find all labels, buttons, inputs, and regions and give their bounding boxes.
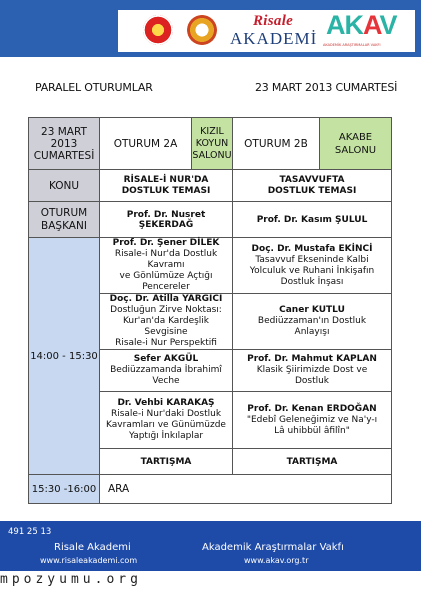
talk-title-line: Bediüzzaman'ın Dostluk xyxy=(257,316,367,326)
hall-b xyxy=(320,118,392,170)
speaker-name: Caner KUTLU xyxy=(279,305,345,315)
talk-title-line: Dostluğun Zirve Noktası: xyxy=(110,305,222,315)
talk-title-line: Pencereler xyxy=(142,282,190,292)
break-time: 15:30 -16:00 xyxy=(29,475,100,504)
footer-right-url[interactable]: www.akav.org.tr xyxy=(244,556,309,565)
topic-b-line: DOSTLUK TEMASI xyxy=(267,185,357,196)
topic-a-line: DOSTLUK TEMASI xyxy=(121,185,211,196)
topic-a-line: RİSALE-İ NUR'DA xyxy=(123,174,209,185)
chair-label xyxy=(29,202,100,238)
hall-a xyxy=(192,118,233,170)
topic-b-line: TASAVVUFTA xyxy=(279,174,345,185)
talk-b-1 xyxy=(233,238,392,294)
chair-a: Prof. Dr. Nusret ŞEKERDAĞ xyxy=(100,202,233,238)
chair-b: Prof. Dr. Kasım ŞULUL xyxy=(233,202,392,238)
akav-logo-subtitle: AKADEMİK ARAŞTIRMALAR VAKFI xyxy=(323,43,381,47)
date-line: CUMARTESİ xyxy=(33,149,95,162)
akademi-logo-text: AKADEMİ xyxy=(230,29,318,48)
talk-title-line: Kur'an'da Kardeşlik Sevgisine xyxy=(122,316,210,337)
akav-logo: AKAV xyxy=(326,10,397,40)
talk-title-line: "Edebî Geleneğimiz ve Na'y-ı xyxy=(246,414,378,425)
talk-b-2 xyxy=(233,294,392,350)
talk-title-line: Dostluk İnşası xyxy=(280,276,344,287)
city-emblem-icon xyxy=(187,15,217,45)
speaker-name: Prof. Dr. Mahmut KAPLAN xyxy=(247,354,377,364)
topic-a xyxy=(100,170,233,202)
date-heading: 23 MART 2013 CUMARTESİ xyxy=(255,81,398,94)
speaker-name: Prof. Dr. Şener DİLEK xyxy=(112,238,220,248)
schedule-table xyxy=(28,117,392,504)
logo-strip xyxy=(118,10,415,52)
phone-number: 491 25 13 xyxy=(8,527,52,537)
date-cell xyxy=(29,118,100,170)
talk-b-4 xyxy=(233,392,392,449)
talk-title-line: Tasavvuf Ekseninde Kalbi xyxy=(255,254,369,265)
chair-label-line: OTURUM xyxy=(40,206,88,219)
session-a-title: OTURUM 2A xyxy=(100,118,192,170)
talk-title-line: Yolculuk ve Ruhani İnkişafın xyxy=(249,265,375,276)
site-url[interactable]: mpozyumu.org xyxy=(0,572,142,587)
talk-title-line: Risale-i Nur'daki Dostluk xyxy=(110,409,222,419)
konu-label: KONU xyxy=(29,170,100,202)
hall-b-line: AKABE xyxy=(338,131,373,143)
time-slot: 14:00 - 15:30 xyxy=(29,238,100,475)
footer-right-name: Akademik Araştırmalar Vakfı xyxy=(202,542,344,553)
break-label: ARA xyxy=(100,475,392,504)
talk-title-line: Risale-i Nur Perspektifi xyxy=(115,338,217,348)
speaker-name: Doç. Dr. Mustafa EKİNCİ xyxy=(251,243,373,254)
speaker-name: Prof. Dr. Kenan ERDOĞAN xyxy=(247,403,377,414)
talk-a-2 xyxy=(100,294,233,350)
talk-title-line: Dostluk xyxy=(294,376,330,386)
hall-a-line: KIZIL xyxy=(200,125,224,137)
talk-title-line: Risale-i Nur'da Dostluk Kavramı xyxy=(114,249,218,270)
hall-a-line: SALONU xyxy=(192,149,232,161)
chair-label-line: BAŞKANI xyxy=(41,219,87,232)
discussion-a: TARTIŞMA xyxy=(100,449,233,475)
talk-b-3 xyxy=(233,350,392,392)
speaker-name: Dr. Vehbi KARAKAŞ xyxy=(117,398,215,408)
talk-title-line: Bediüzzamanda İbrahimî Veche xyxy=(110,365,222,386)
talk-a-4 xyxy=(100,392,233,449)
hall-a-line: KOYUN xyxy=(195,137,229,149)
footer-left-name: Risale Akademi xyxy=(54,542,131,553)
talk-title-line: ve Gönlümüze Açtığı xyxy=(119,271,213,281)
hall-b-line: SALONU xyxy=(334,144,377,156)
discussion-b: TARTIŞMA xyxy=(233,449,392,475)
talk-a-3 xyxy=(100,350,233,392)
municipality-seal-icon xyxy=(143,15,173,45)
date-line: 2013 xyxy=(50,137,78,150)
session-heading: PARALEL OTURUMLAR xyxy=(35,81,153,94)
session-b-title: OTURUM 2B xyxy=(233,118,320,170)
talk-title-line: Klasik Şiirimizde Dost ve xyxy=(256,365,368,375)
top-banner xyxy=(0,0,421,57)
talk-title-line: Anlayışı xyxy=(294,327,330,337)
footer-left-url[interactable]: www.risaleakademi.com xyxy=(40,556,138,565)
speaker-name: Doç. Dr. Atilla YARGICI xyxy=(109,294,223,304)
talk-a-1 xyxy=(100,238,233,294)
footer-band xyxy=(0,521,421,571)
talk-title-line: Yaptığı İnkılaplar xyxy=(128,431,204,441)
speaker-name: Sefer AKGÜL xyxy=(133,354,199,364)
date-line: 23 MART xyxy=(41,125,87,138)
talk-title-line: Lâ uhibbül âfilîn" xyxy=(274,425,350,436)
risale-logo-text: Risale xyxy=(253,13,294,29)
topic-b xyxy=(233,170,392,202)
talk-title-line: Kavramları ve Günümüzde xyxy=(106,420,226,430)
